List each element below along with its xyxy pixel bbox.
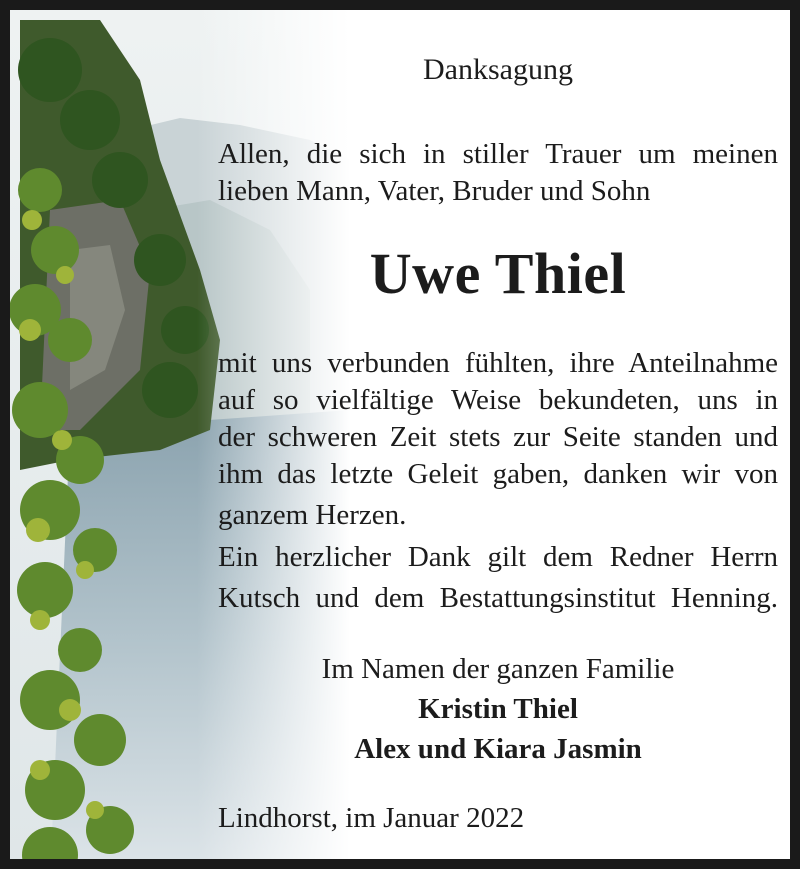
intro-line: lieben Mann, Vater, Bruder und Sohn: [218, 175, 651, 207]
body-line: Ein herzlicher Dank gilt dem Redner Herrn: [218, 541, 778, 573]
heading: Danksagung: [423, 53, 573, 86]
signature-name: Alex und Kiara Jasmin: [354, 733, 642, 765]
intro-line: Allen, die sich in stiller Trauer um meinen: [218, 138, 778, 170]
body-line: ganzem Herzen.: [218, 499, 407, 531]
body-line: ihm das letzte Geleit gaben, danken wir von: [218, 458, 778, 490]
signature-intro: Im Namen der ganzen Familie: [321, 653, 675, 685]
body-line: Kutsch und dem Bestattungsinstitut Henning.: [218, 582, 778, 614]
signature-name: Kristin Thiel: [418, 693, 578, 725]
body-line: auf so vielfältige Weise bekundeten, uns in: [218, 384, 778, 416]
deceased-name: Uwe Thiel: [369, 241, 627, 306]
notice-text: [10, 10, 800, 869]
body-line: der schweren Zeit stets zur Seite standen und: [218, 421, 778, 453]
body-line: mit uns verbunden fühlten, ihre Anteilnahme: [218, 347, 778, 379]
place-date: Lindhorst, im Januar 2022: [218, 802, 525, 834]
